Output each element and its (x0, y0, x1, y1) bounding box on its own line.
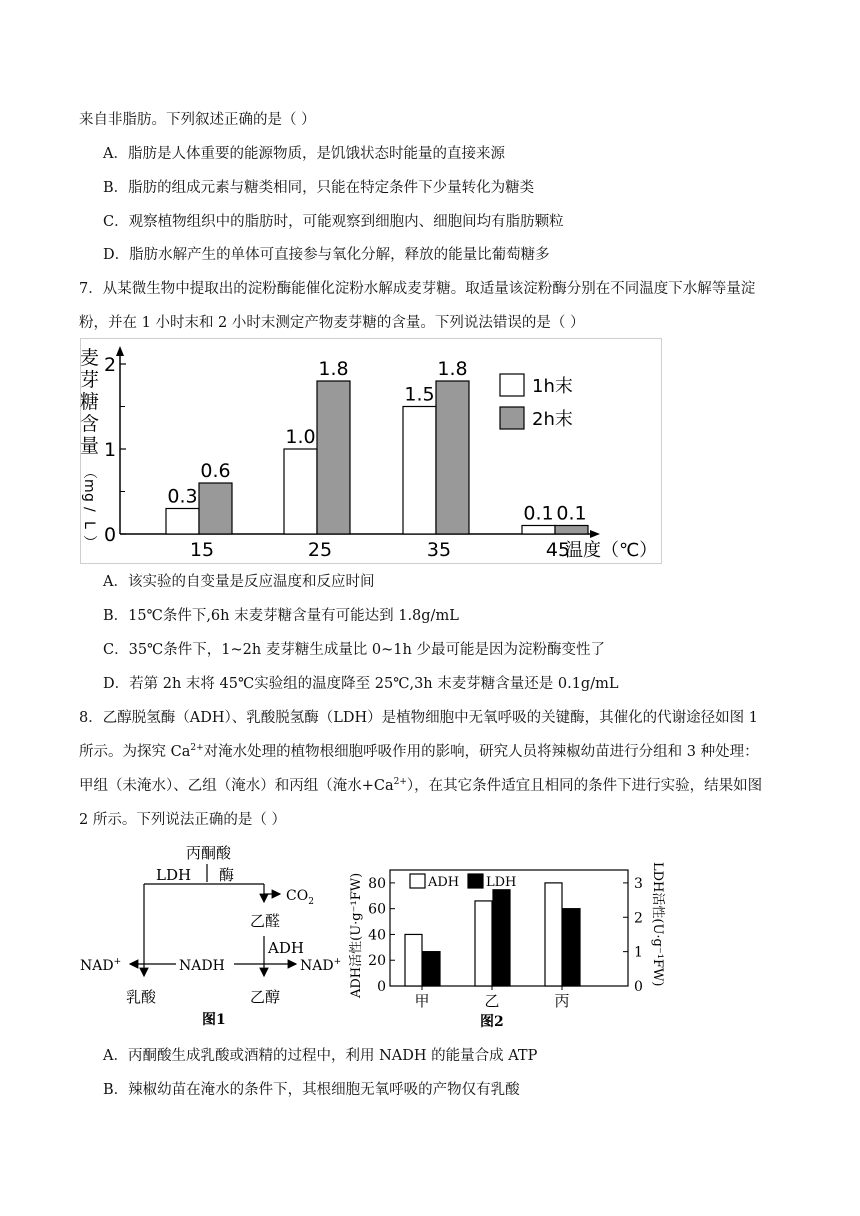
bar-adh (475, 901, 492, 986)
y-label-char: 芽 (80, 369, 100, 391)
left-axis-label-text: ADH活性(U·g⁻¹FW) (349, 872, 364, 998)
bar-ldh (423, 952, 440, 986)
adh-y-axis-label (348, 873, 364, 999)
bar-value-label: 0.1 (556, 502, 587, 525)
pyruvate-label: 丙酮酸 (186, 844, 232, 862)
legend-label-2h: 2h末 (532, 409, 573, 430)
y-tick-label: 2 (104, 354, 117, 376)
x-tick-label: 乙 (484, 992, 500, 1010)
bar-2h (555, 526, 588, 535)
q8-stem-line2: 所示。为探究 $Ca^{2+}$对淹水处理的植物根细胞呼吸作用的影响，研究人员将辣椒幼苗进行分组和 3 种处理： (79, 743, 759, 760)
q6-option-d[interactable]: D．脂肪水解产生的单体可直接参与氧化分解，释放的能量比葡萄糖多 (103, 247, 550, 263)
y-label-char: / (81, 507, 97, 512)
bar-1h (166, 509, 199, 535)
y-label-char: L (81, 521, 97, 529)
y-label-char: （ (81, 465, 97, 479)
co2-label: $CO_2$ (286, 888, 314, 907)
x-tick-label: 45 (545, 539, 571, 561)
right-tick-label: 3 (634, 875, 643, 892)
nad-plus-left: NAD+ (80, 957, 122, 974)
q8-option-a[interactable]: A．丙酮酸生成乳酸或酒精的过程中，利用 NADH 的能量合成 ATP (103, 1048, 538, 1064)
x-tick-label: 甲 (414, 992, 430, 1010)
left-tick-label: 60 (368, 901, 386, 918)
y-label-char: 麦 (80, 347, 100, 369)
maltose-bar-chart (80, 338, 662, 564)
q8-stem-line1: 8．乙醇脱氢酶（ADH）、乳酸脱氢酶（LDH）是植物细胞中无氧呼吸的关键酶，其催化的代谢途径如图 1 (79, 710, 758, 726)
lactate-label: 乳酸 (126, 988, 157, 1006)
q6-stem-tail: 来自非脂肪。下列叙述正确的是（ ） (79, 112, 316, 128)
ethanol-label: 乙醇 (250, 988, 281, 1006)
x-tick-label: 15 (189, 539, 215, 561)
q6-option-a[interactable]: A．脂肪是人体重要的能源物质，是饥饿状态时能量的直接来源 (103, 146, 505, 162)
bar-ldh (493, 890, 510, 986)
legend-label-1h: 1h末 (532, 376, 573, 397)
q7-stem-line1: 7．从某微生物中提取出的淀粉酶能催化淀粉水解成麦芽糖。取适量该淀粉酶分别在不同温度下水解等量淀 (79, 281, 756, 297)
x-axis-label: 温度（℃） (565, 540, 658, 561)
bar-value-label: 1.5 (404, 383, 435, 406)
adh-label: ADH (268, 939, 304, 957)
right-tick-label: 0 (634, 979, 643, 995)
legend-swatch-ldh (468, 874, 483, 888)
q6-option-b[interactable]: B．脂肪的组成元素与糖类相同，只能在特定条件下少量转化为糖类 (103, 180, 535, 196)
nadh-label: NADH (179, 958, 225, 974)
ldh-y-axis-label (650, 862, 666, 986)
y-label-char: ） (81, 535, 97, 549)
enzyme-label: 酶 (219, 866, 235, 884)
ldh-label: LDH (156, 866, 192, 884)
bar-adh (545, 883, 562, 986)
q7-option-d[interactable]: D．若第 2h 末将 45℃实验组的温度降至 25℃,3h 末麦芽糖含量还是 0.1g/mL (103, 676, 619, 692)
left-tick-label: 20 (368, 953, 386, 970)
bar-2h (436, 381, 469, 534)
left-tick-label: 0 (377, 979, 386, 995)
bar-2h (199, 483, 232, 534)
y-label-char: 含 (80, 413, 100, 435)
x-tick-label: 35 (426, 539, 452, 561)
left-tick-label: 40 (368, 927, 386, 944)
bar-value-label: 1.8 (318, 358, 349, 380)
bar-value-label: 0.1 (523, 502, 554, 525)
y-label-char: 糖 (80, 391, 100, 413)
bar-1h (522, 526, 555, 535)
enzyme-activity-chart (340, 860, 676, 1032)
left-tick-label: 80 (368, 875, 386, 892)
q8-stem-line4: 2 所示。下列说法正确的是（ ） (79, 812, 286, 828)
legend-swatch-adh (410, 874, 425, 888)
legend-swatch-1h (500, 374, 524, 396)
pathway-diagram (78, 838, 348, 1028)
legend-swatch-2h (500, 407, 524, 429)
q7-option-b[interactable]: B．15℃条件下,6h 末麦芽糖含量有可能达到 1.8g/mL (103, 608, 459, 624)
figure2-caption: 图2 (480, 1014, 504, 1030)
right-tick-label: 2 (634, 910, 643, 927)
y-label-char: g (81, 493, 97, 502)
bar-value-label: 0.6 (200, 460, 231, 482)
right-tick-label: 1 (634, 944, 643, 961)
q7-option-c[interactable]: C．35℃条件下，1~2h 麦芽糖生成量比 0~1h 少最可能是因为淀粉酶变性了 (103, 642, 605, 658)
bar-value-label: 1.8 (437, 358, 468, 380)
bar-ldh (563, 909, 580, 986)
bar-value-label: 1.0 (285, 426, 316, 448)
right-axis-label-text: LDH活性(U·g⁻¹FW) (650, 862, 665, 987)
y-label-char: m (81, 479, 97, 493)
q8-stem-line3: 甲组（未淹水）、乙组（淹水）和丙组（淹水$+Ca^{2+}$），在其它条件适宜且相同的条件下进行实验，结果如图 (79, 777, 763, 794)
figure1-caption: 图1 (202, 1012, 226, 1028)
bar-2h (317, 381, 350, 534)
legend-label-ldh: LDH (486, 875, 517, 890)
q7-option-a[interactable]: A．该实验的自变量是反应温度和反应时间 (103, 574, 375, 590)
bar-adh (405, 934, 422, 986)
bar-1h (403, 407, 436, 535)
legend (410, 874, 516, 890)
bar-1h (284, 449, 317, 534)
y-label-char: 量 (80, 435, 100, 457)
q6-option-c[interactable]: C．观察植物组织中的脂肪时，可能观察到细胞内、细胞间均有脂肪颗粒 (103, 214, 564, 230)
acetaldehyde-label: 乙醛 (250, 912, 281, 930)
q8-option-b[interactable]: B．辣椒幼苗在淹水的条件下，其根细胞无氧呼吸的产物仅有乳酸 (103, 1082, 520, 1098)
bar-value-label: 0.3 (167, 485, 198, 508)
q7-stem-line2: 粉，并在 1 小时末和 2 小时末测定产物麦芽糖的含量。下列说法错误的是（ ） (79, 315, 585, 331)
y-tick-label: 1 (104, 439, 117, 461)
legend-label-adh: ADH (428, 875, 460, 890)
y-tick-label: 0 (104, 524, 117, 546)
nad-plus-right: NAD+ (300, 957, 342, 974)
x-tick-label: 25 (307, 539, 333, 561)
x-tick-label: 丙 (554, 992, 570, 1010)
